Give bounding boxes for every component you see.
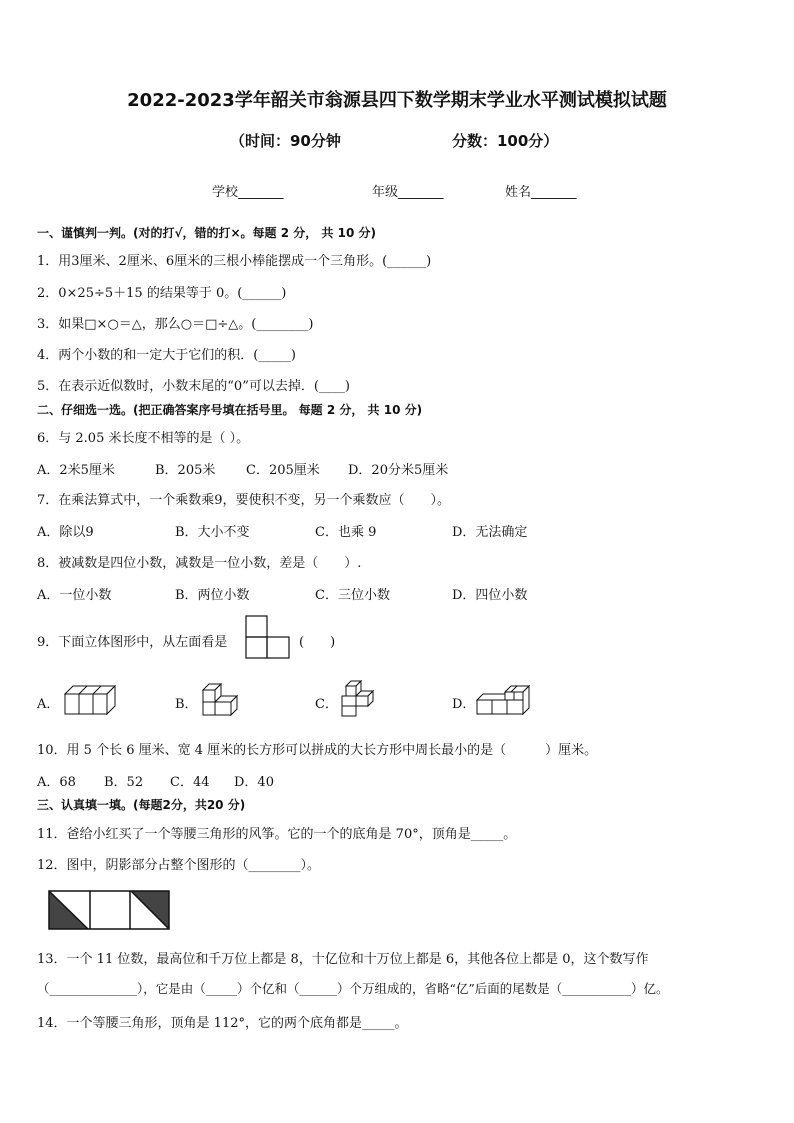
question-7: 7．在乘法算式中，一个乘数乘9，要使积不变，另一个乘数应（ ）。 (37, 493, 451, 508)
question-11: 11．爸给小红买了一个等腰三角形的风筝。它的一个的底角是 70°，顶角是_____。 (37, 827, 517, 842)
grade-field: 年级_______ (372, 185, 444, 200)
exam-score: 分数：100分） (452, 132, 559, 150)
question-3: 3．如果□×○＝△，那么○＝□÷△。(________) (37, 317, 314, 332)
q8-option-c: C．三位小数 (315, 588, 390, 603)
q9-option-a-figure (63, 682, 117, 717)
q10-option-b: B．52 (104, 775, 144, 790)
q9-option-a: A． (37, 697, 60, 712)
q8-option-d: D．四位小数 (452, 588, 528, 603)
question-4: 4．两个小数的和一定大于它们的积．(_____) (37, 348, 296, 363)
q7-option-b: B．大小不变 (175, 525, 250, 540)
question-14: 14．一个等腰三角形，顶角是 112°，它的两个底角都是_____。 (37, 1016, 408, 1031)
question-2: 2．0×25÷5＋15 的结果等于 0。(______) (37, 286, 287, 301)
q10-option-d: D．40 (234, 775, 274, 790)
q6-option-b: B．205米 (155, 463, 216, 478)
section-3-heading: 三、认真填一填。(每题2分，共20 分) (37, 798, 246, 812)
name-field: 姓名_______ (505, 185, 577, 200)
q6-option-d: D．20分米5厘米 (348, 463, 449, 478)
exam-time: （时间：90分钟 (230, 132, 341, 150)
q9-option-c-figure (338, 679, 376, 719)
q9-answer-paren: ( ) (299, 635, 336, 650)
q9-option-c: C． (315, 697, 338, 712)
question-13-line-1: 13．一个 11 位数，最高位和千万位上都是 8，十亿位和十万位上都是 6，其他各位上都是 0，这个数写作 (37, 952, 649, 967)
question-10: 10．用 5 个长 6 厘米、宽 4 厘米的长方形可以拼成的大长方形中周长最小的是（ ）厘米。 (37, 743, 598, 758)
q9-option-b-figure (199, 682, 241, 718)
school-field: 学校_______ (212, 185, 284, 200)
q7-option-d: D．无法确定 (452, 525, 528, 540)
q8-option-b: B．两位小数 (175, 588, 250, 603)
question-13-line-2: （______________），它是由（_____）个亿和（______）个万组成的，省略“亿”后面的尾数是（___________）亿。 (37, 981, 669, 996)
q9-option-d-figure (475, 684, 533, 718)
question-12: 12．图中，阴影部分占整个图形的（________）。 (37, 858, 321, 873)
left-view-figure (245, 615, 291, 660)
exam-title: 2022-2023学年韶关市翁源县四下数学期末学业水平测试模拟试题 (127, 90, 667, 111)
q8-option-a: A．一位小数 (37, 588, 112, 603)
question-5: 5．在表示近似数时，小数末尾的“0”可以去掉．(____) (37, 379, 350, 394)
section-2-heading: 二、仔细选一选。(把正确答案序号填在括号里。 每题 2 分， 共 10 分) (37, 403, 423, 417)
q7-option-c: C．也乘 9 (315, 525, 377, 540)
section-1-heading: 一、谨慎判一判。(对的打√，错的打×。每题 2 分， 共 10 分) (37, 226, 376, 240)
question-8: 8．被减数是四位小数，减数是一位小数，差是（ ）. (37, 556, 362, 571)
q7-option-a: A．除以9 (37, 525, 94, 540)
question-9: 9．下面立体图形中，从左面看是 (37, 635, 228, 650)
q10-option-c: C．44 (170, 775, 210, 790)
q9-option-d: D． (452, 697, 476, 712)
q6-option-c: C．205厘米 (246, 463, 320, 478)
q10-option-a: A．68 (37, 775, 76, 790)
question-1: 1．用3厘米、2厘米、6厘米的三根小棒能摆成一个三角形。(______) (37, 254, 432, 269)
question-6: 6．与 2.05 米长度不相等的是（ ）。 (37, 431, 250, 446)
shaded-figure (47, 889, 171, 931)
q6-option-a: A．2米5厘米 (37, 463, 115, 478)
q9-option-b: B． (175, 697, 198, 712)
